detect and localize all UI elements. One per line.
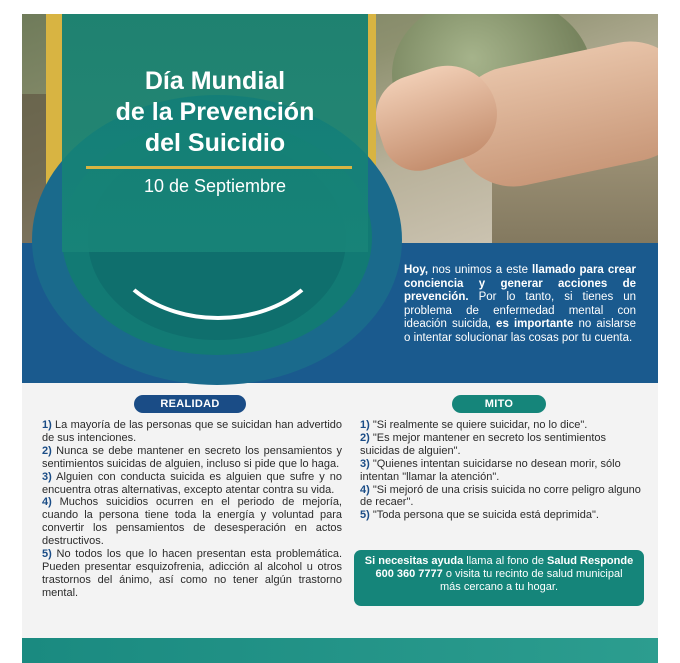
list-item (360, 458, 644, 484)
item-number: 1) (360, 419, 370, 431)
item-text: Nunca se debe mantener en secreto los pensamientos y sentimientos suicidas de alguien, incluso si pide que lo haga. (42, 444, 342, 470)
page-title (62, 66, 368, 159)
item-number: 2) (42, 444, 52, 457)
list-item (42, 471, 342, 497)
item-text: "Si realmente se quiere suicidar, no lo dice". (369, 419, 588, 431)
item-text: La mayoría de las personas que se suicidan han advertido de sus intenciones. (42, 419, 342, 444)
item-text: "Toda persona que se suicida está deprimida". (369, 509, 599, 522)
help-callout (354, 550, 644, 606)
item-text: "Quienes intentan suicidarse no desean morir, sólo intentan "llamar la atención". (360, 457, 621, 483)
item-text: "Si mejoró de una crisis suicida no corre peligro alguno de recaer". (360, 483, 641, 509)
intro-bold: Hoy, (404, 264, 429, 276)
list-item (360, 419, 644, 432)
help-bold: Si necesitas ayuda (364, 555, 464, 567)
item-number: 1) (42, 419, 52, 431)
help-text: llama al fono de (463, 555, 548, 567)
item-number: 5) (42, 548, 52, 561)
item-number: 3) (42, 470, 52, 483)
list-item (42, 419, 342, 445)
item-text: Muchos suicidios ocurren en el periodo de mejoría, cuando la persona tiene toda la energía y voluntad para convertir los pensamientos de desesperación en actos destructivos. (42, 496, 342, 548)
intro-bold: es importante (496, 318, 574, 331)
date-label: 10 de Septiembre (143, 176, 287, 196)
intro-text: Por lo tanto, si tienes un problema de enfermedad mental con ideación suicida, (404, 291, 636, 331)
list-item (42, 496, 342, 548)
item-text: Alguien con conducta suicida es alguien que sufre y no encuentra otras alternativas, excepto atentar contra su vida. (42, 470, 342, 496)
mito-list (360, 419, 644, 522)
title-divider (86, 166, 352, 169)
item-text: "Es mejor mantener en secreto los sentimientos suicidas de alguien". (360, 431, 607, 457)
title-line: de la Prevención (115, 98, 315, 126)
top-strip (22, 0, 658, 14)
list-item (360, 509, 644, 522)
title-line: del Suicidio (144, 129, 286, 157)
list-item (42, 445, 342, 471)
list-item (42, 548, 342, 600)
help-text: o visita tu recinto de salud municipal más cercano a tu hogar. (439, 568, 623, 593)
list-item (360, 484, 644, 510)
help-phone: Salud Responde 600 360 7777 (375, 555, 634, 580)
intro-text: nos unimos a este (428, 264, 533, 276)
bottom-bar (22, 638, 658, 663)
intro-paragraph (404, 264, 636, 346)
mito-label: MITO (452, 395, 546, 413)
realidad-label: REALIDAD (134, 395, 246, 413)
poster (22, 0, 658, 663)
item-number: 5) (360, 509, 370, 522)
item-number: 3) (360, 457, 370, 470)
item-number: 4) (42, 496, 52, 509)
title-line: Día Mundial (144, 67, 286, 95)
item-text: No todos los que lo hacen presentan esta problemática. Pueden presentar esquizofrenia, adicción al alcohol u otros trastornos del ánimo, así como no tener algún trastorno mental. (42, 548, 342, 599)
realidad-list (42, 419, 342, 600)
item-number: 2) (360, 431, 370, 444)
item-number: 4) (360, 483, 370, 496)
intro-text: no aislarse o intentar solucionar las cosas por tu cuenta. (404, 318, 636, 344)
list-item (360, 432, 644, 458)
intro-bold: llamado para crear conciencia y generar acciones de prevención. (404, 264, 636, 304)
